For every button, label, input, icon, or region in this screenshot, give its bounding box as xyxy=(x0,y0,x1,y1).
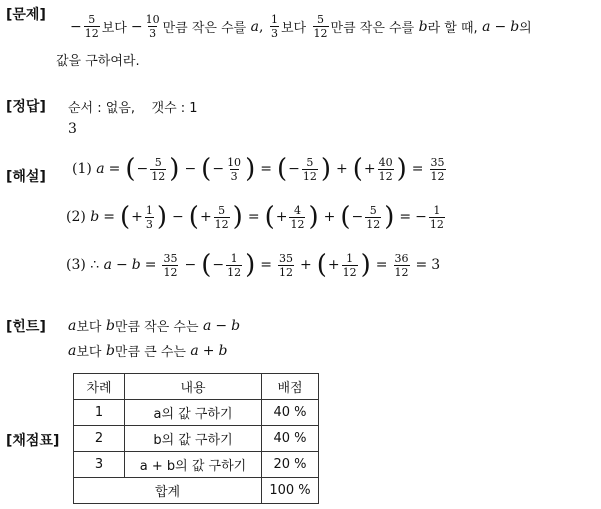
rubric-table xyxy=(73,373,319,504)
table-row xyxy=(74,400,319,426)
total-score-cell: 100 % xyxy=(262,478,319,504)
solution-label: [해설] xyxy=(6,169,46,185)
fraction: $\frac{1}{3}$ xyxy=(270,13,278,40)
hint-line-2: a 보다 b 만큼 큰 수는 a + b xyxy=(68,342,228,360)
table-header-row xyxy=(74,374,319,400)
score-cell: 40 % xyxy=(262,400,319,426)
content-cell: a의 값 구하기 xyxy=(125,400,262,426)
fraction: $\frac{5}{12}$ xyxy=(313,13,328,40)
content-cell: a + b의 값 구하기 xyxy=(125,452,262,478)
solution-step-1: (1) a = ( − $\frac{5}{12}$ ) − ( − $\frac{10}{3}$ ) = ( − $\frac{5}{12}$ ) + ( + $\frac{40}{12}$ ) = $\frac{35}{12}$ xyxy=(72,154,445,184)
problem-line-1: − $\frac{5}{12}$ 보다 − $\frac{10}{3}$ 만큼 작은 수를 a , $\frac{1}{3}$ 보다 $\frac{5}{12}$ 만큼 작은 수를 b 라 할 때, a − b 의 xyxy=(70,13,532,40)
score-cell: 20 % xyxy=(262,452,319,478)
total-label-cell: 합계 xyxy=(74,478,262,504)
score-cell: 40 % xyxy=(262,426,319,452)
solution-step-3: (3) ∴ a − b = $\frac{35}{12}$ − ( − $\frac{1}{12}$ ) = $\frac{35}{12}$ + ( + $\frac{1}{12}$ ) = $\frac{36}{12}$ = 3 xyxy=(66,250,441,280)
header-step: 차례 xyxy=(74,374,125,400)
fraction: $\frac{10}{3}$ xyxy=(145,13,160,40)
hint-line-1: a 보다 b 만큼 작은 수는 a − b xyxy=(68,317,241,335)
rubric-label: [채점표] xyxy=(6,433,60,449)
table-row xyxy=(74,426,319,452)
answer-label: [정답] xyxy=(6,99,46,115)
step-cell: 1 xyxy=(74,400,125,426)
step-cell: 2 xyxy=(74,426,125,452)
answer-value: 3 xyxy=(68,121,77,137)
answer-line: 순서 : 없음, 갯수 : 1 xyxy=(68,101,198,116)
table-total-row xyxy=(74,478,319,504)
table-row xyxy=(74,452,319,478)
header-content: 내용 xyxy=(125,374,262,400)
problem-label: [문제] xyxy=(6,7,46,23)
header-score: 배점 xyxy=(262,374,319,400)
fraction: $\frac{5}{12}$ xyxy=(84,13,99,40)
problem-line-2: 값을 구하여라. xyxy=(56,54,140,69)
solution-step-2: (2) b = ( + $\frac{1}{3}$ ) − ( + $\frac{5}{12}$ ) = ( + $\frac{4}{12}$ ) + ( − $\frac{5}{12}$ ) = − $\frac{1}{12}$ xyxy=(66,202,444,232)
step-cell: 3 xyxy=(74,452,125,478)
hint-label: [힌트] xyxy=(6,319,46,335)
content-cell: b의 값 구하기 xyxy=(125,426,262,452)
